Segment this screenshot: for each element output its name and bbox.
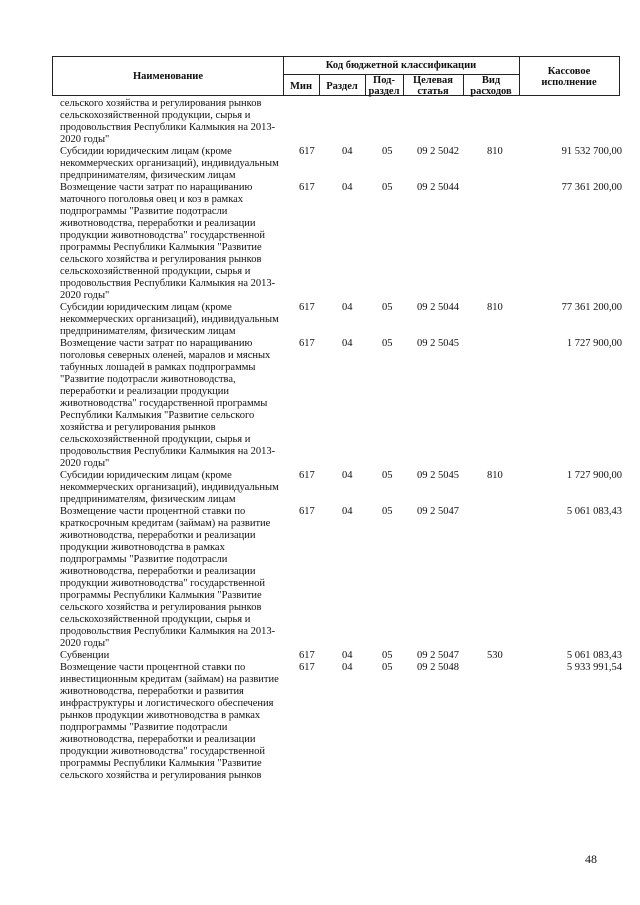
- header-podrazdel: [365, 75, 403, 97]
- row-name: Субсидии юридическим лицам (кроме некоммерческих организаций), индивидуальным предпринимателям, физическим лицам: [60, 470, 279, 505]
- row-amount: 77 361 200,00: [561, 182, 622, 193]
- row-name: Возмещение части затрат по наращиванию поголовья северных оленей, маралов и мясных табунных лошадей в рамках подпрограммы "Развитие подотрасли животноводства, переработки и реализации продукции животноводства" государственной программы Республики Калмыкия "Развитие сельского хозяйства и регулирования рынков сельскохозяйственной продукции, сырья и продовольствия Республики Калмыкия на 2013-2020 годы": [60, 338, 276, 469]
- header-podrazdel-line1: Под-: [373, 75, 395, 86]
- row-podrazdel: 05: [382, 650, 393, 661]
- row-vid: 810: [487, 302, 503, 313]
- row-min: 617: [299, 146, 315, 157]
- row-razdel: 04: [342, 182, 353, 193]
- header-kassa-line2: исполнение: [541, 77, 597, 88]
- header-statya: [403, 75, 463, 97]
- table-row: [52, 182, 622, 302]
- row-amount: 5 933 991,54: [566, 662, 622, 673]
- header-min: Мин: [289, 81, 312, 92]
- row-statya: 09 2 5045: [417, 338, 459, 349]
- row-name: сельского хозяйства и регулирования рынков сельскохозяйственной продукции, сырья и продовольствия Республики Калмыкия на 2013-2020 годы": [60, 98, 276, 145]
- row-vid: 810: [487, 470, 503, 481]
- table-header: [52, 56, 620, 96]
- row-podrazdel: 05: [382, 182, 393, 193]
- row-amount: 1 727 900,00: [566, 338, 622, 349]
- row-min: 617: [299, 338, 315, 349]
- header-statya-line2: статья: [417, 86, 449, 97]
- row-amount: 5 061 083,43: [566, 650, 622, 661]
- table-row: [52, 98, 622, 146]
- row-razdel: 04: [342, 146, 353, 157]
- header-podrazdel-line2: раздел: [368, 86, 400, 97]
- row-podrazdel: 05: [382, 506, 393, 517]
- row-razdel: 04: [342, 506, 353, 517]
- row-podrazdel: 05: [382, 338, 393, 349]
- row-razdel: 04: [342, 338, 353, 349]
- row-min: 617: [299, 506, 315, 517]
- row-amount: 1 727 900,00: [566, 470, 622, 481]
- row-podrazdel: 05: [382, 470, 393, 481]
- table-row: [52, 470, 622, 506]
- row-min: 617: [299, 650, 315, 661]
- table-row: [52, 650, 622, 662]
- table-row: [52, 506, 622, 650]
- row-name: Субсидии юридическим лицам (кроме некоммерческих организаций), индивидуальным предпринимателям, физическим лицам: [60, 302, 279, 337]
- row-min: 617: [299, 182, 315, 193]
- header-kassa: [519, 66, 619, 88]
- table-row: [52, 302, 622, 338]
- header-vid: [463, 75, 519, 97]
- header-vid-line2: расходов: [470, 86, 512, 97]
- header-statya-line1: Целевая: [413, 75, 453, 86]
- page-number: 48: [585, 852, 597, 866]
- row-amount: 77 361 200,00: [561, 302, 622, 313]
- table-body: [52, 98, 622, 782]
- row-vid: 530: [487, 650, 503, 661]
- row-statya: 09 2 5042: [417, 146, 459, 157]
- row-podrazdel: 05: [382, 662, 393, 673]
- header-razdel: Раздел: [326, 81, 358, 92]
- row-min: 617: [299, 302, 315, 313]
- row-name: Субсидии юридическим лицам (кроме некоммерческих организаций), индивидуальным предпринимателям, физическим лицам: [60, 146, 279, 181]
- row-statya: 09 2 5044: [417, 302, 459, 313]
- row-name: Возмещение части процентной ставки по краткосрочным кредитам (займам) на развитие животноводства, переработки и реализации продукции животноводства в рамках подпрограммы "Развитие подотрасли животноводства, переработки и реализации продукции животноводства" государственной программы Республики Калмыкия "Развитие сельского хозяйства и регулирования рынков сельскохозяйственной продукции, сырья и продовольствия Республики Калмыкия на 2013-2020 годы": [60, 506, 276, 649]
- row-amount: 91 532 700,00: [561, 146, 622, 157]
- header-kassa-line1: Кассовое: [547, 66, 591, 77]
- row-razdel: 04: [342, 662, 353, 673]
- row-name: Субвенции: [60, 650, 110, 661]
- row-razdel: 04: [342, 650, 353, 661]
- table-row: [52, 146, 622, 182]
- row-statya: 09 2 5045: [417, 470, 459, 481]
- row-statya: 09 2 5044: [417, 182, 459, 193]
- row-min: 617: [299, 470, 315, 481]
- row-statya: 09 2 5047: [417, 650, 459, 661]
- row-amount: 5 061 083,43: [566, 506, 622, 517]
- row-statya: 09 2 5048: [417, 662, 459, 673]
- row-razdel: 04: [342, 470, 353, 481]
- header-budget-code: Код бюджетной классификации: [325, 60, 477, 71]
- row-statya: 09 2 5047: [417, 506, 459, 517]
- row-min: 617: [299, 662, 315, 673]
- table-row: [52, 662, 622, 782]
- row-vid: 810: [487, 146, 503, 157]
- header-name: Наименование: [133, 71, 203, 82]
- row-name: Возмещение части процентной ставки по инвестиционным кредитам (займам) на развитие животноводства, переработки и развития инфраструктуры и логистического обеспечения рынков продукции животноводства в рамках подпрограммы "Развитие подотрасли животноводства, переработки и реализации продукции животноводства" государственной программы Республики Калмыкия "Развитие сельского хозяйства и регулирования рынков: [60, 662, 279, 781]
- header-vid-line1: Вид: [481, 75, 501, 86]
- table-row: [52, 338, 622, 470]
- row-name: Возмещение части затрат по наращиванию маточного поголовья овец и коз в рамках подпрограммы "Развитие подотрасли животноводства, переработки и реализации продукции животноводства" государственной программы Республики Калмыкия "Развитие сельского хозяйства и регулирования рынков сельскохозяйственной продукции, сырья и продовольствия Республики Калмыкия на 2013-2020 годы": [60, 182, 276, 301]
- row-podrazdel: 05: [382, 146, 393, 157]
- row-razdel: 04: [342, 302, 353, 313]
- row-podrazdel: 05: [382, 302, 393, 313]
